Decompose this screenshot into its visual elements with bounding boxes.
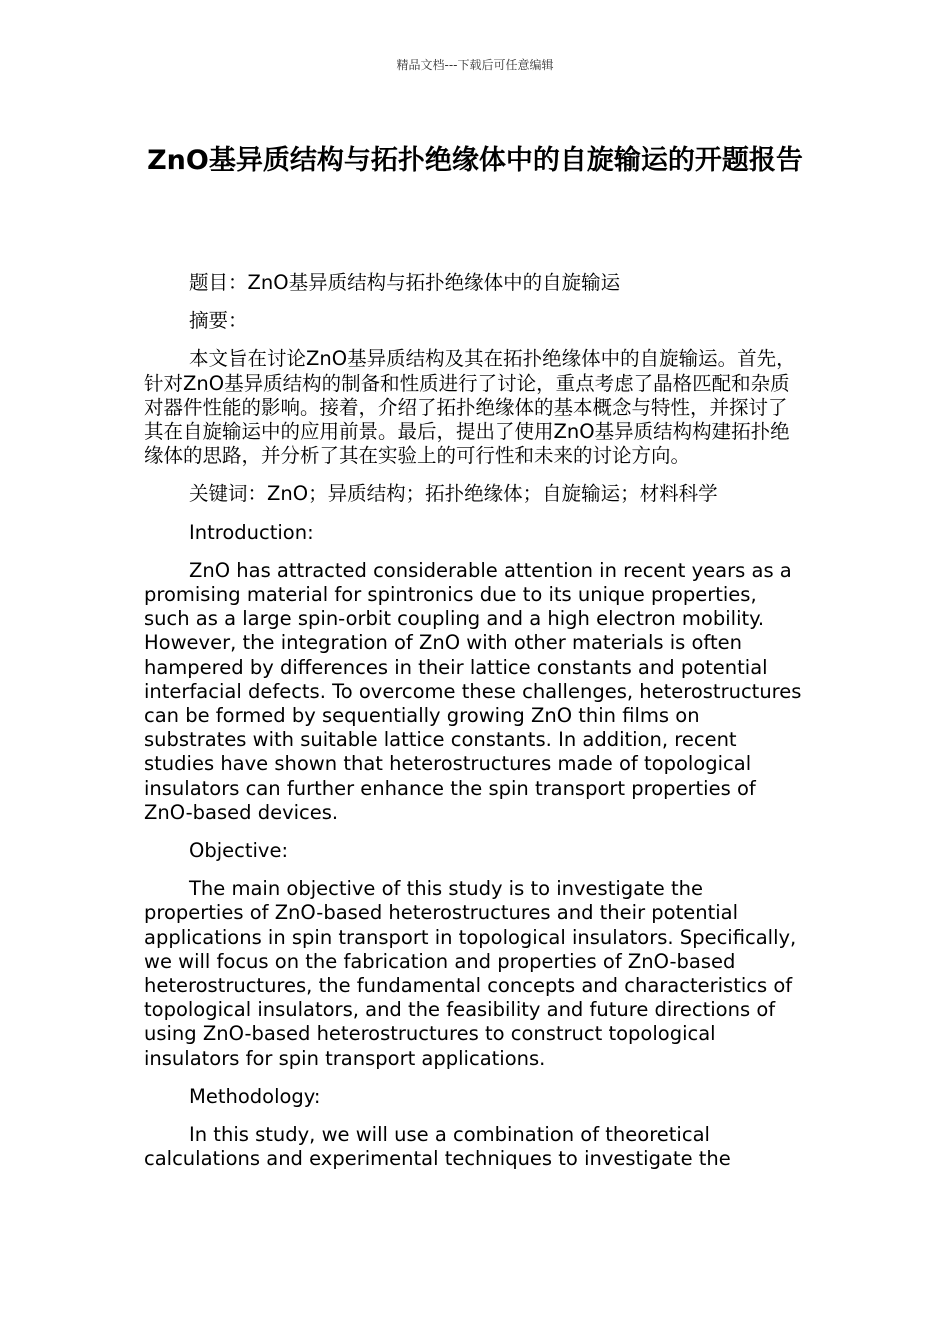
methodology-label: Methodology: <box>189 1084 321 1108</box>
abstract-body: 本文旨在讨论ZnO基异质结构及其在拓扑绝缘体中的自旋输运。首先，针对ZnO基异质结构的制备和性质进行了讨论，重点考虑了晶格匹配和杂质对器件性能的影响。接着，介绍了拓扑绝缘体的基本概念与特性，并探讨了其在自旋输运中的应用前景。最后，提出了使用ZnO基异质结构构建拓扑绝缘体的思路，并分析了其在实验上的可行性和未来的讨论方向。 <box>144 347 796 468</box>
objective-label: Objective: <box>189 839 289 863</box>
keywords-line: 关键词：ZnO；异质结构；拓扑绝缘体；自旋输运；材料科学 <box>189 482 718 506</box>
introduction-label: Introduction: <box>189 520 314 544</box>
document-body <box>144 271 806 1186</box>
topic-line: 题目：ZnO基异质结构与拓扑绝缘体中的自旋输运 <box>189 271 621 294</box>
methodology-body: In this study, we will use a combination of theoretical calculations and experimental techniques to investigate the <box>144 1123 731 1171</box>
objective-body: The main objective of this study is to investigate the properties of ZnO-based heterostructures and their potential applications in spin transport in topological insulators. Specifically, we will focus on the fabrication and properties of ZnO-based heterostructures, the fundamental concepts and characteristics of topological insulators, and the feasibility and future directions of using ZnO-based heterostructures to construct topological insulators for spin transport applications. <box>144 877 797 1070</box>
header-note: 精品文档---下载后可任意编辑 <box>396 58 554 72</box>
abstract-label: 摘要： <box>189 309 248 333</box>
document-title: ZnO基异质结构与拓扑绝缘体中的自旋输运的开题报告 <box>147 145 803 176</box>
introduction-body: ZnO has attracted considerable attention in recent years as a promising material for spintronics due to its unique properties, such as a large spin-orbit coupling and a high electron mobility. However, the integration of ZnO with other materials is often hampered by differences in their lattice constants and potential interfacial defects. To overcome these challenges, heterostructures can be formed by sequentially growing ZnO thin films on substrates with suitable lattice constants. In addition, recent studies have shown that heterostructures made of topological insulators can further enhance the spin transport properties of ZnO-based devices. <box>144 558 802 824</box>
